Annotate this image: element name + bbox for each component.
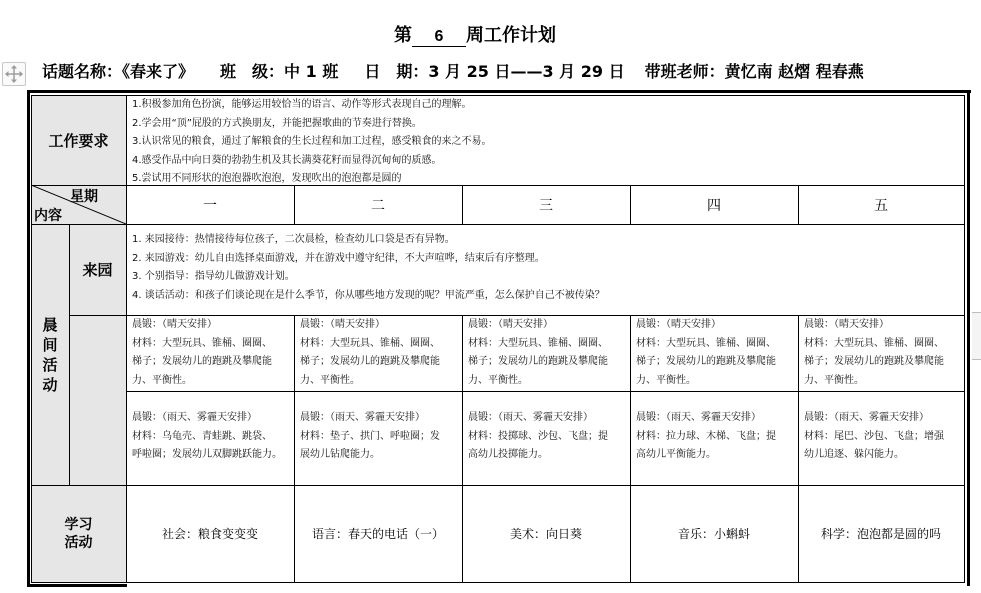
rainy-exercise-wed bbox=[462, 391, 630, 485]
label-line: 活动 bbox=[64, 534, 93, 551]
arrival-content bbox=[126, 224, 964, 315]
rainy-exercise-thu bbox=[630, 391, 798, 485]
exercise-line: 力、平衡性。 bbox=[132, 374, 192, 386]
exercise-label-cell bbox=[69, 315, 126, 485]
exercise-line: 材料：垫子、拱门、呼啦圈；发 bbox=[300, 430, 440, 442]
col-divider bbox=[798, 315, 799, 583]
arrival-item: 2. 来园游戏：幼儿自由选择桌面游戏，并在游戏中遵守纪律，不大声喧哗，结束后有序整理。 bbox=[132, 252, 545, 264]
rainy-exercise-mon bbox=[126, 391, 294, 485]
sunny-exercise-thu bbox=[630, 315, 798, 391]
col-divider bbox=[294, 315, 295, 583]
exercise-line: 力、平衡性。 bbox=[468, 374, 528, 386]
exercise-line: 材料：投掷球、沙包、飞盘；提 bbox=[468, 430, 608, 442]
col-divider bbox=[294, 185, 295, 225]
exercise-line: 晨锻：（雨天、雾霾天安排） bbox=[468, 412, 593, 423]
exercise-line: 晨锻：（晴天安排） bbox=[636, 319, 721, 330]
exercise-line: 材料：大型玩具、锥桶、圈圈、 bbox=[300, 337, 440, 349]
col-divider bbox=[69, 224, 70, 485]
info-line bbox=[42, 59, 864, 82]
exercise-line: 晨锻：（雨天、雾霾天安排） bbox=[636, 412, 761, 423]
study-activity-tue: 语言：春天的电话（一） bbox=[311, 527, 444, 541]
day-header-thu: 四 bbox=[707, 197, 721, 214]
class-label: 班 级： bbox=[220, 62, 285, 81]
exercise-line: 晨锻：（雨天、雾霾天安排） bbox=[132, 412, 257, 423]
sunny-exercise-tue bbox=[294, 315, 462, 391]
sunny-exercise-mon bbox=[126, 315, 294, 391]
col-divider bbox=[462, 315, 463, 583]
exercise-line: 晨锻：（晴天安排） bbox=[804, 319, 889, 330]
title-suffix: 周工作计划 bbox=[466, 25, 556, 46]
study-activity-mon: 社会：粮食变变变 bbox=[161, 527, 258, 541]
exercise-line: 梯子；发展幼儿的跑跳及攀爬能 bbox=[804, 356, 944, 368]
row-divider bbox=[69, 315, 965, 316]
exercise-line: 力、平衡性。 bbox=[636, 374, 696, 386]
arrival-item: 3. 个别指导：指导幼儿做游戏计划。 bbox=[132, 271, 295, 283]
study-activity-wed: 美术：向日葵 bbox=[509, 527, 582, 541]
row-divider bbox=[31, 185, 965, 186]
exercise-line: 梯子；发展幼儿的跑跳及攀爬能 bbox=[468, 356, 608, 368]
exercise-line: 高幼儿平衡能力。 bbox=[636, 449, 716, 461]
inner-border-bottom bbox=[31, 582, 965, 583]
label-char: 动 bbox=[42, 375, 58, 394]
requirement-item: 5.尝试用不同形状的泡泡器吹泡泡，发现吹出的泡泡都是圆的 bbox=[132, 173, 402, 185]
col-divider bbox=[798, 185, 799, 225]
sunny-exercise-wed bbox=[462, 315, 630, 391]
diagonal-header-cell bbox=[31, 185, 126, 224]
week-number: 6 bbox=[412, 28, 466, 47]
inner-border-right bbox=[964, 95, 965, 583]
work-requirements-list bbox=[126, 95, 964, 185]
requirement-item: 1.积极参加角色扮演，能够运用较恰当的语言、动作等形式表现自己的理解。 bbox=[132, 99, 472, 110]
arrival-label: 来园 bbox=[69, 224, 126, 315]
study-activity-thu: 音乐：小蝌蚪 bbox=[677, 527, 750, 541]
exercise-line: 展幼儿钻爬能力。 bbox=[300, 449, 380, 461]
outer-border-bottom bbox=[27, 584, 127, 587]
inner-border-top bbox=[31, 95, 965, 96]
outer-border-right bbox=[967, 90, 970, 586]
requirement-item: 4.感受作品中向日葵的勃勃生机及其长满葵花籽而显得沉甸甸的质感。 bbox=[132, 154, 442, 166]
title-prefix: 第 bbox=[394, 25, 412, 46]
arrival-item: 4. 谈话活动：和孩子们谈论现在是什么季节，你从哪些地方发现的呢？甲流严重，怎么保护自己不被传染？ bbox=[132, 289, 605, 301]
exercise-line: 晨锻：（晴天安排） bbox=[132, 319, 217, 330]
label-char: 晨 bbox=[42, 315, 58, 334]
topic-label: 话题名称： bbox=[42, 62, 123, 81]
requirement-item: 2.学会用“顶”屁股的方式换朋友，并能把握歌曲的节奏进行替换。 bbox=[132, 117, 422, 129]
study-activity-fri: 科学：泡泡都是圆的吗 bbox=[820, 527, 941, 541]
exercise-line: 材料：大型玩具、锥桶、圈圈、 bbox=[468, 337, 608, 349]
study-activities-label bbox=[31, 485, 126, 582]
exercise-line: 晨锻：（晴天安排） bbox=[300, 319, 385, 330]
exercise-line: 晨锻：（雨天、雾霾天安排） bbox=[300, 412, 425, 423]
col-divider bbox=[630, 315, 631, 583]
table-move-handle-icon[interactable] bbox=[2, 62, 26, 86]
teacher-value: 黄忆南 赵熠 程春燕 bbox=[724, 62, 864, 81]
col-divider bbox=[462, 185, 463, 225]
exercise-line: 材料：大型玩具、锥桶、圈圈、 bbox=[804, 337, 944, 349]
exercise-line: 材料：尾巴、沙包、飞盘；增强 bbox=[804, 430, 944, 442]
exercise-line: 材料：拉力球、木梯、飞盘；提 bbox=[636, 430, 776, 442]
weekday-axis-label: 星期 bbox=[70, 189, 98, 205]
row-divider bbox=[31, 224, 965, 225]
teacher-label: 带班老师： bbox=[644, 62, 725, 81]
exercise-line: 幼儿追逐、躲闪能力。 bbox=[804, 449, 904, 461]
date-label: 日 期： bbox=[364, 62, 429, 81]
morning-activities-label bbox=[31, 224, 69, 485]
exercise-line: 材料：大型玩具、锥桶、圈圈、 bbox=[132, 337, 272, 349]
col-divider bbox=[630, 185, 631, 225]
content-axis-label: 内容 bbox=[34, 208, 62, 224]
topic-value: 《春来了》 bbox=[122, 62, 195, 81]
class-value: 中 1 班 bbox=[284, 62, 339, 81]
exercise-line: 材料：大型玩具、锥桶、圈圈、 bbox=[636, 337, 776, 349]
day-header-wed: 三 bbox=[539, 197, 553, 214]
outer-border-top bbox=[27, 90, 971, 93]
exercise-line: 梯子；发展幼儿的跑跳及攀爬能 bbox=[300, 356, 440, 368]
exercise-line: 力、平衡性。 bbox=[804, 374, 864, 386]
exercise-line: 力、平衡性。 bbox=[300, 374, 360, 386]
rainy-exercise-fri bbox=[798, 391, 964, 485]
exercise-line: 梯子；发展幼儿的跑跳及攀爬能 bbox=[132, 356, 272, 368]
exercise-line: 高幼儿投掷能力。 bbox=[468, 449, 548, 461]
date-value: 3 月 25 日——3 月 29 日 bbox=[428, 62, 625, 81]
label-char: 活 bbox=[42, 355, 58, 374]
work-requirements-label: 工作要求 bbox=[31, 95, 126, 185]
requirement-item: 3.认识常见的粮食，通过了解粮食的生长过程和加工过程，感受粮食的来之不易。 bbox=[132, 136, 492, 148]
exercise-line: 晨锻：（雨天、雾霾天安排） bbox=[804, 412, 929, 423]
move-arrows-icon bbox=[3, 63, 25, 85]
side-resize-handle[interactable] bbox=[972, 312, 981, 360]
sunny-exercise-fri bbox=[798, 315, 964, 391]
day-header-mon: 一 bbox=[203, 197, 217, 214]
exercise-line: 呼啦圈；发展幼儿双脚跳跃能力。 bbox=[132, 449, 282, 461]
day-header-fri: 五 bbox=[874, 197, 888, 214]
outer-border-left bbox=[27, 90, 30, 587]
rainy-exercise-tue bbox=[294, 391, 462, 485]
exercise-line: 材料：乌龟壳、青蛙跳、跳袋、 bbox=[132, 430, 272, 442]
exercise-line: 晨锻：（晴天安排） bbox=[468, 319, 553, 330]
row-divider bbox=[31, 485, 965, 486]
col-divider bbox=[126, 95, 127, 583]
inner-border-left bbox=[31, 95, 32, 583]
day-header-tue: 二 bbox=[371, 197, 385, 214]
arrival-item: 1. 来园接待：热情接待每位孩子，二次晨检，检查幼儿口袋是否有异物。 bbox=[132, 234, 455, 245]
page-title bbox=[0, 21, 950, 47]
exercise-line: 梯子；发展幼儿的跑跳及攀爬能 bbox=[636, 356, 776, 368]
label-char: 间 bbox=[42, 335, 58, 354]
label-line: 学习 bbox=[64, 516, 93, 533]
row-divider bbox=[126, 391, 965, 392]
